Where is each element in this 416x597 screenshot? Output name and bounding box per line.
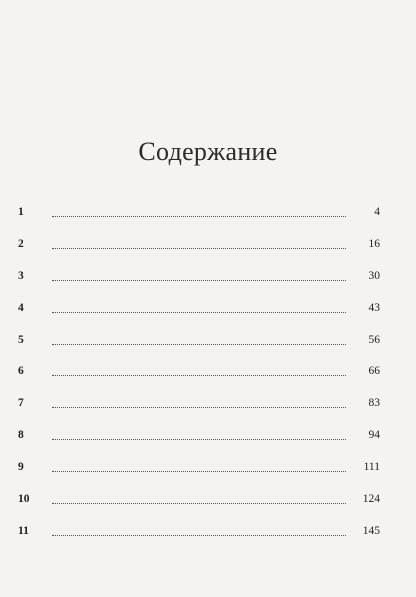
page-number: 124 [362,493,380,506]
chapter-number: 1 [18,206,24,218]
dot-leader [52,205,346,217]
page-number: 111 [363,461,380,474]
toc-entry [18,428,380,460]
dot-leader [52,237,346,249]
dot-leader [52,333,346,345]
toc-entry [18,205,380,237]
page-number: 4 [374,206,380,218]
toc-entry [18,333,380,365]
chapter-number: 11 [18,524,29,537]
chapter-number: 8 [18,429,24,442]
dot-leader [52,428,346,440]
page-number: 16 [368,237,380,250]
chapter-number: 9 [18,461,24,474]
toc-entry [18,364,380,396]
page-number: 43 [368,301,380,314]
toc-entry [18,524,380,556]
chapter-number: 10 [18,493,30,506]
dot-leader [52,460,346,472]
dot-leader [52,301,346,313]
toc-entry [18,460,380,492]
page-number: 30 [368,269,380,282]
chapter-number: 3 [18,269,24,282]
dot-leader [52,364,346,376]
chapter-number: 6 [18,365,24,378]
page-number: 94 [368,429,380,442]
page-number: 56 [368,333,380,346]
toc-entry [18,301,380,333]
page-number: 83 [368,397,380,410]
dot-leader [52,492,346,504]
dot-leader [52,524,346,536]
dot-leader [52,396,346,408]
chapter-number: 5 [18,333,24,346]
toc-entry [18,237,380,269]
chapter-number: 2 [18,237,24,250]
toc-entry [18,492,380,524]
chapter-number: 4 [18,301,24,314]
toc-entry [18,396,380,428]
page-number: 145 [362,524,380,537]
chapter-number: 7 [18,397,24,410]
dot-leader [52,269,346,281]
page-number: 66 [368,365,380,378]
toc-entry [18,269,380,301]
table-of-contents [18,205,380,556]
page-title: Содержание [138,137,278,166]
